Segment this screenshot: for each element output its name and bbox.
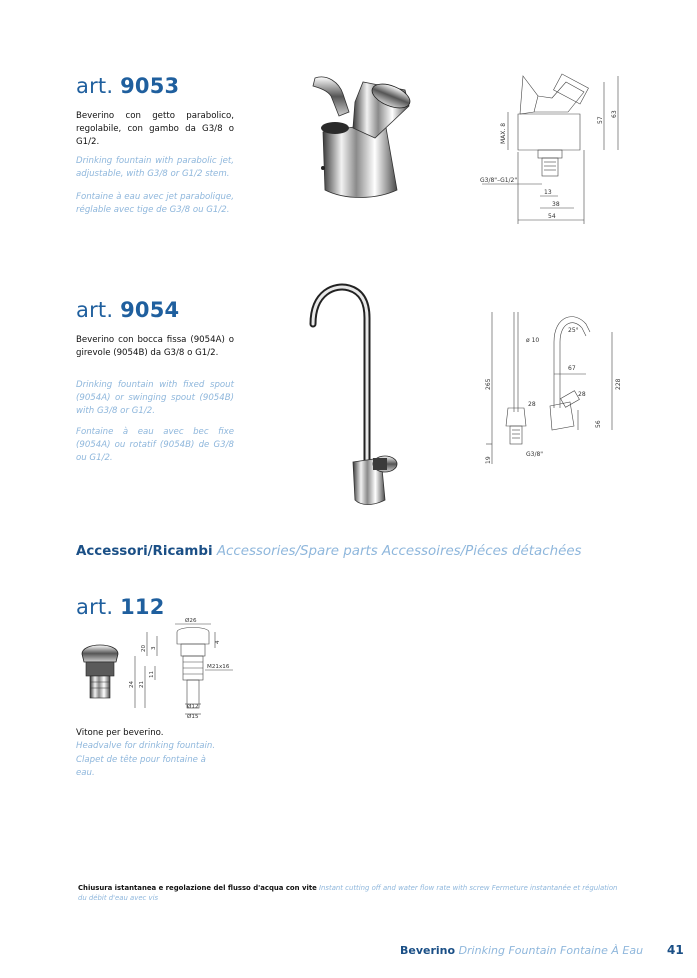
dim-3: 3 (151, 646, 157, 650)
dim-d10: ø 10 (526, 337, 540, 344)
dim-thread: M21x16 (207, 664, 230, 670)
art-9053-desc-fr: Fontaine à eau avec jet parabolique, réglable avec tige de G3/8 ou G1/2. (76, 192, 234, 216)
footnote-rest: Instant cutting off and water flow rate with screw Fermeture instantanée et régulation du débit d'eau avec vis (78, 884, 618, 902)
art-number: 112 (120, 595, 165, 619)
art-number: 9054 (120, 298, 180, 322)
art-9053-desc-it: Beverino con getto parabolico, regolabile, con gambo da G3/8 o G1/2. (76, 111, 234, 148)
dim-11: 11 (149, 670, 155, 678)
art-9053-title (76, 74, 179, 98)
dim-21: 21 (139, 680, 145, 688)
dim-63: 63 (611, 110, 618, 118)
dim-thread: G3/8" (526, 451, 544, 458)
dim-4: 4 (215, 640, 221, 644)
dim-56: 56 (595, 420, 602, 428)
art-prefix: art. (76, 595, 114, 619)
dim-d12: Ø12 (187, 704, 199, 710)
dim-28a: 28 (528, 401, 536, 408)
page-footer-rest: Drinking Fountain Fontaine À Eau (458, 944, 644, 957)
art-9054-photo (305, 282, 405, 508)
section-heading (76, 544, 582, 559)
page-footer-label (400, 944, 643, 957)
dim-28b: 28 (578, 391, 586, 398)
art-9053-drawing (478, 72, 638, 226)
art-9054-desc-en: Drinking fountain with fixed spout (9054A) or swinging spout (9054B) with G3/8 or G1/2. (76, 380, 234, 417)
art-112-desc-fr: Clapet de tête pour fontaine à eau. (76, 755, 206, 779)
art-112-photo (80, 640, 120, 702)
footnote (78, 884, 618, 903)
art-number: 9053 (120, 74, 180, 98)
art-9054-desc-fr: Fontaine à eau avec bec fixe (9054A) ou rotatif (9054B) de G3/8 ou G1/2. (76, 427, 234, 464)
dim-57: 57 (597, 116, 604, 124)
art-9054-drawing (478, 302, 628, 468)
dim-13: 13 (544, 189, 552, 196)
art-prefix: art. (76, 74, 114, 98)
art-prefix: art. (76, 298, 114, 322)
section-heading-it: Accessori/Ricambi (76, 544, 213, 559)
dim-20: 20 (141, 644, 147, 652)
dim-38: 38 (552, 201, 560, 208)
footnote-it: Chiusura istantanea e regolazione del flusso d'acqua con vite (78, 884, 317, 892)
dim-67: 67 (568, 365, 576, 372)
dim-54: 54 (548, 213, 556, 220)
art-9054-title (76, 298, 179, 322)
dim-25deg: 25° (568, 327, 579, 334)
dim-228: 228 (615, 378, 622, 390)
section-heading-rest: Accessories/Spare parts Accessoires/Piéces détachées (216, 544, 582, 559)
art-112-drawing (125, 614, 235, 720)
dim-max8: MAX. 8 (500, 122, 507, 144)
art-9053-desc-en: Drinking fountain with parabolic jet, adjustable, with G3/8 or G1/2 stem. (76, 156, 234, 180)
page-number: 41 (667, 943, 684, 957)
page-footer-bold: Beverino (400, 944, 456, 957)
art-112-desc-en: Headvalve for drinking fountain. (76, 741, 216, 751)
dim-265: 265 (485, 378, 492, 390)
art-112-desc-it: Vitone per beverino. (76, 728, 164, 738)
art-9054-desc-it: Beverino con bocca fissa (9054A) o girevole (9054B) da G3/8 o G1/2. (76, 335, 234, 359)
dim-d15: Ø15 (187, 714, 199, 720)
dim-thread: G3/8"–G1/2" (480, 177, 518, 184)
art-9053-photo (305, 72, 415, 204)
dim-d26: Ø26 (185, 618, 197, 624)
dim-24: 24 (129, 680, 135, 688)
dim-19: 19 (485, 456, 492, 464)
